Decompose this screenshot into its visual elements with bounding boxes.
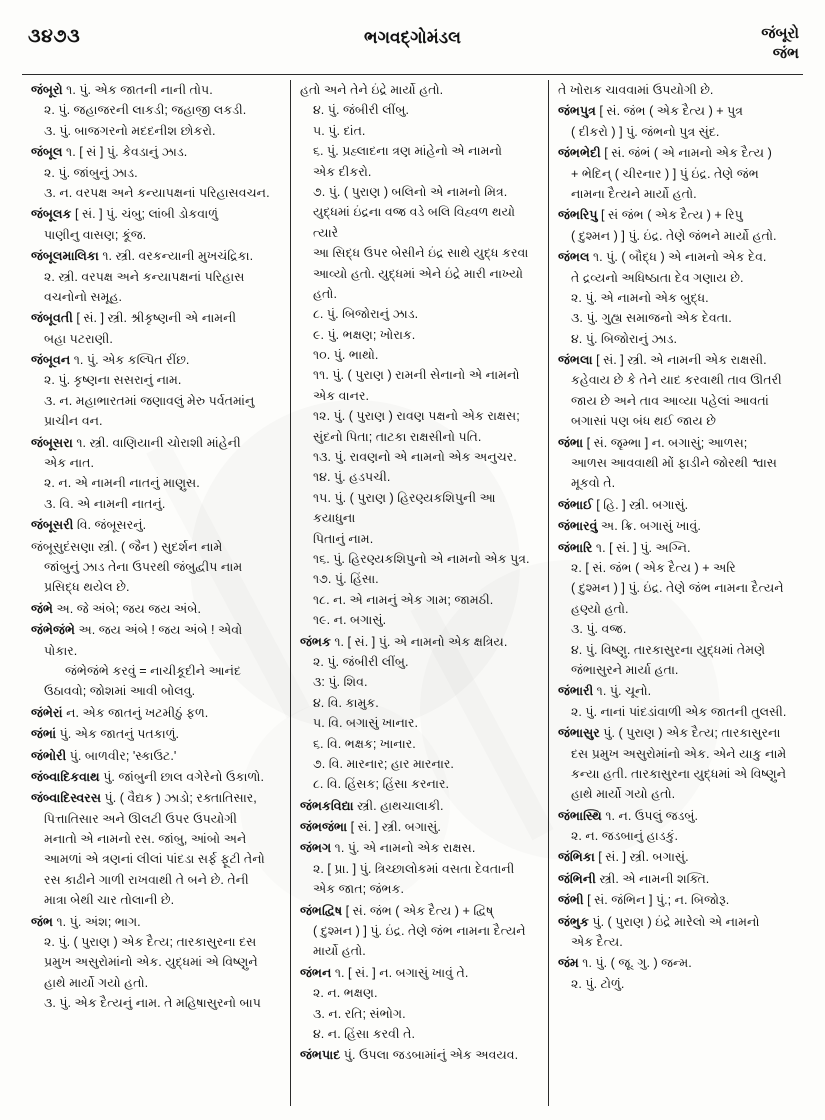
entry-sense-line: ૩. પું. બાજગરનો મદદનીશ છોકરો. xyxy=(44,123,216,138)
entry-sense-line: એક દૈત્ય. xyxy=(571,935,623,950)
entry-headline: જંભા [ સં. જૃમ્ભા ] ન. બગાસું; આળસ; xyxy=(558,435,748,450)
entry-sense-line: પ્રસિદ્ધ થયેલ છે. xyxy=(44,580,130,595)
entry-headline: જંભ ૧. પું. અંશ; ભાગ. xyxy=(31,914,141,929)
entry-headline: જંબૂલ ૧. [ સં ] પું. કેવડાનું ઝાડ. xyxy=(31,145,188,160)
entry-sense-line: ૩. ન. મહાભારતમાં જણાવલું મેરુ પર્વતમાંનુ xyxy=(44,393,255,408)
dictionary-entry xyxy=(31,142,281,203)
entry-sense-line: ૨. ન. એ નામની નાતનું માણુસ. xyxy=(44,476,200,491)
entry-headline: જંભાસ્થિ ૧. ન. ઉપલું જડબું. xyxy=(558,808,699,823)
entry-sense-line: ૮. વિ. હિંસક; હિંસા કરનાર. xyxy=(313,777,449,792)
dictionary-entry xyxy=(558,912,794,953)
entry-sense-line: ૧૦. પું. ભાથો. xyxy=(313,348,379,363)
dictionary-entry xyxy=(31,80,281,141)
entry-sense-line: ૭. પું. ( પુરાણ ) બલિનો એ નામનો મિત્ર. xyxy=(313,184,508,199)
entry-sense-line: આવ્યો હતો. યુદ્ધમાં એને ઇંદ્રે મારી નાખ્યો xyxy=(313,266,524,281)
dictionary-entry xyxy=(31,724,281,744)
entry-sense-line: ૪. પું. બિજોરાનું ઝાડ. xyxy=(571,331,677,346)
dictionary-entry xyxy=(300,632,539,795)
entry-headline: જંભેરાં ન. એક જાતનું ખટમીઠું ફળ. xyxy=(31,705,209,720)
headword: જંભરિપુ xyxy=(558,208,598,223)
entry-headline: જંબૂસુદંસણા સ્ત્રી. ( જૈન ) સુદર્શન નામે xyxy=(31,539,223,554)
dictionary-entry xyxy=(558,516,794,536)
entry-headline: જંભગ ૧. પું. એ નામનો એક રાક્ષસ. xyxy=(300,841,476,856)
entry-sense-line: ૧૪. પું. હડપચી. xyxy=(313,470,391,485)
dictionary-entry xyxy=(558,433,794,494)
entry-sense-line: માર્યો હતો. xyxy=(313,944,366,959)
entry-sense-line: ૩. ન. રતિ; સંભોગ. xyxy=(313,1006,406,1021)
dictionary-entry xyxy=(558,890,794,910)
entry-headline: જંબૂવન ૧. પું. એક કલ્પિત રીંછ. xyxy=(31,353,190,368)
dictionary-entry xyxy=(300,817,539,837)
dictionary-entry xyxy=(558,101,794,142)
headword: જંબૂલમાલિકા xyxy=(31,249,99,264)
entry-headline: જંભકવિદ્યા સ્ત્રી. હાથચાલાકી. xyxy=(300,798,444,813)
entry-headline: જંભાં પું. એક જાતનું પતકાળું. xyxy=(31,727,180,742)
entry-sense-line: માત્રા બેથી ચાર તોલાની છે. xyxy=(44,893,175,908)
entry-headline: જંભાસુર પું. ( પુરાણ ) એક દૈત્ય; તારકાસુરના xyxy=(558,726,781,741)
headword: જંભિની xyxy=(558,871,596,886)
entry-headline: જંબૂસરી વિ. જંબૂસરનું. xyxy=(31,518,147,533)
headword: જંભકવિદ્યા xyxy=(300,798,354,813)
entry-sense-line: ૧૬. પું. હિરણ્યકશિપુનો એ નામનો એક પુત્ર. xyxy=(313,551,530,566)
headword: જંભેરાં xyxy=(31,705,63,720)
entry-sense-line: ૩. પું. એક દૈત્યનું નામ. તે મહિષાસુરનો બાપ xyxy=(44,996,261,1011)
dictionary-entry xyxy=(31,788,281,910)
dictionary-entry xyxy=(300,901,539,962)
entry-sense-line: પ્રાચીન વન. xyxy=(44,414,103,429)
entry-sense-line: ( દીકરો ) ] પું. જંભનો પુત્ર સુંદ. xyxy=(571,124,720,139)
entry-sense-line: ૨. પું. જહાજરની લાકડી; જહાજી લકડી. xyxy=(44,103,247,118)
headword: જંભાં xyxy=(31,727,57,742)
entry-headline: જંભારિ ૧. [ સં. ] પું. અગ્નિ. xyxy=(558,540,691,555)
headword: જંભી xyxy=(558,893,584,908)
entry-sense-line: વચનોનો સમૂહ. xyxy=(44,289,123,304)
dictionary-entry xyxy=(558,205,794,246)
dictionary-entry xyxy=(31,703,281,723)
dictionary-entry xyxy=(558,869,794,889)
entry-sense-line: ૩. પું. વજ્ર. xyxy=(571,622,627,637)
entry-sense-line: ૨. [ સં. જંભ ( એક દૈત્ય ) + અરિ xyxy=(571,560,736,575)
headword: જંભલ xyxy=(558,250,590,265)
book-title: ભગવદ્ગોમંડલ xyxy=(364,28,461,47)
entry-sense-line: ૨. [ પ્રા. ] પું. ત્રિચ્છાલોકમાં વસતા દેવતાની xyxy=(313,861,515,876)
dictionary-entry xyxy=(558,495,794,515)
entry-sense-line: જંભેજંભે કરવું = નાચીકૂદીને આનંદ xyxy=(65,663,242,678)
headword: જંભાસ્થિ xyxy=(558,808,602,823)
dictionary-entry xyxy=(558,538,794,681)
entry-headline: જંભભેદી [ સં. જંભં ( એ નામનો એક દૈત્ય ) xyxy=(558,146,772,161)
entry-headline: જંભિકા [ સં. ] સ્ત્રી. બગાસું. xyxy=(558,850,689,865)
entry-headline: જંભાઈ [ હિ. ] સ્ત્રી. બગાસું. xyxy=(558,497,689,512)
dictionary-entry xyxy=(558,247,794,349)
entry-sense-line: હાથે માર્યો ગયો હતો. xyxy=(571,787,676,802)
entry-sense-line: ૨. પું. કૃષ્ણના સસરાનું નામ. xyxy=(44,373,182,388)
entry-sense-line: નામના દૈત્યને માર્યો હતો. xyxy=(571,186,697,201)
entry-headline: જંમ ૧. પું. ( જૂ. ગુ. ) જન્મ. xyxy=(558,956,692,971)
entry-sense-line: ૨. પું. જાંબુનું ઝાડ. xyxy=(44,165,138,180)
headword: જંભાસુર xyxy=(558,726,600,741)
entry-headline: હતો અને તેને ઇંદ્રે માર્યો હતો. xyxy=(300,83,444,97)
entry-sense-line: ૧૩. પું. રાવણનો એ નામનો એક અનુચર. xyxy=(313,450,517,465)
headword: જંબૂરો xyxy=(31,83,63,97)
entry-sense-line: ૬. પું. પ્રહ્લાદના ત્રણ માંહેનો એ નામનો xyxy=(313,144,503,159)
headword: જંભુક xyxy=(558,914,589,929)
dictionary-entry xyxy=(558,847,794,867)
entry-headline: જંભપુત્ર [ સં. જંભ ( એક દૈત્ય ) + પુત્ર xyxy=(558,104,744,119)
headword: જંમ xyxy=(558,956,579,971)
dictionary-entry xyxy=(300,838,539,899)
column-container xyxy=(22,80,803,1106)
entry-sense-line: બહા પટરાણી. xyxy=(44,331,113,346)
dictionary-entry xyxy=(31,912,281,1014)
guide-words xyxy=(761,24,799,65)
continued-entry xyxy=(558,80,794,100)
entry-sense-line: ૩. પું. ગુહ્ય સમાજનો એક દેવતા. xyxy=(571,311,732,326)
dictionary-entry xyxy=(300,796,539,816)
entry-sense-line: ૧૨. પું. ( પુરાણ ) રાવણ પક્ષનો એક રાક્ષસ; xyxy=(313,409,520,424)
text-column-2 xyxy=(290,80,548,1106)
entry-headline: જંબ્વાદિકવાથ પું. જાંબુની છાલ વગેરેનો ઉકાળો. xyxy=(31,769,264,784)
entry-sense-line: ૪. વિ. કામુક. xyxy=(313,695,379,710)
entry-sense-line: ૨. પું. એ નામનો એક બુદ્ધ. xyxy=(571,290,709,305)
entry-headline: જંબ્વાદિસ્વરસ પું. ( વૈદ્યક ) ઝાડો; રક્તાતિસાર, xyxy=(31,791,257,806)
entry-sense-line: રસ કાઢીને ગાળી રાખવાથી તે બને છે. તેની xyxy=(44,872,249,887)
dictionary-entry xyxy=(31,767,281,787)
entry-headline: જંભારવું અ. ક્રિ. બગાસું ખાવું. xyxy=(558,519,701,534)
entry-sense-line: ઉઠાવવો; જોશમાં આવી બોલવુ. xyxy=(44,684,196,699)
headword: જંબ્વાદિસ્વરસ xyxy=(31,791,102,806)
entry-sense-line: ૧૭. પું. હિંસા. xyxy=(313,572,379,587)
entry-sense-line: ૫. પું. દાંત. xyxy=(313,123,366,138)
entry-sense-line: ૧૮. ન. એ નામનું એક ગામ; જામઠી. xyxy=(313,592,494,607)
entry-sense-line: કન્યા હતી. તારકાસુરના યુદ્ધમાં એ વિષ્ણુને xyxy=(571,766,787,781)
entry-headline: જંબૂલક [ સં. ] પું. ચંબુ; લાંબી ડોકવાળું xyxy=(31,207,219,222)
headword: જંબૂવતી xyxy=(31,311,73,326)
entry-sense-line: ૨. ન. જડબાનું હાડકું. xyxy=(571,829,679,844)
headword: જંભભેદી xyxy=(558,146,601,161)
entry-sense-line: હણ્યો હતો. xyxy=(571,601,629,616)
entry-headline: જંભોરી પું. બાળવીર; 'સ્કાઉટ.' xyxy=(31,748,177,763)
entry-sense-line: જાય છે અને તાવ આવ્યા પહેલાં આવતાં xyxy=(571,393,769,408)
entry-headline: જંભે અ. જે અંબે; જય જય અંબે. xyxy=(31,601,201,616)
entry-sense-line: ૩: પું. શિવ. xyxy=(313,675,368,690)
entry-sense-line: ૪. ન. હિંસા કરવી તે. xyxy=(313,1026,415,1041)
header-rule xyxy=(22,74,803,75)
entry-sense-line: ( દુશ્મન ) ] પું. ઇંદ્ર. તેણે જંભ નામના દૈત્યને xyxy=(571,581,784,596)
headword: જંબૂલક xyxy=(31,207,72,222)
headword: જંભન xyxy=(300,965,332,980)
headword: જંભારી xyxy=(558,684,594,699)
entry-sense-line: આ સિદ્ધ ઉપર બેસીને ઇંદ્ર સાથે યુદ્ધ કરવા xyxy=(313,246,529,261)
entry-sense-line: પાણીનુ વાસણ; કૂંજ. xyxy=(44,227,147,242)
entry-sense-line: જંભાસુરને માર્યા હતા. xyxy=(571,662,679,677)
entry-sense-line: યુદ્ધમાં ઇંદ્રના વજ્ર વડે બલિ વિહ્વળ થયો ત્યારે xyxy=(313,205,516,240)
headword: જંબ્વાદિકવાથ xyxy=(31,769,100,784)
guide-word-last: જંભ xyxy=(772,45,799,63)
headword: જંભાઈ xyxy=(558,497,593,512)
entry-headline: જંભક ૧. [ સં. ] પું. એ નામનો એક ક્ષત્રિય. xyxy=(300,634,508,649)
dictionary-entry xyxy=(31,246,281,307)
entry-sense-line: પ્રમુખ અસુરોમાંનો એક. યુદ્ધમાં એ વિષ્ણુને xyxy=(44,955,258,970)
dictionary-entry xyxy=(558,143,794,204)
entry-sense-line: જાંબુનું ઝાડ તેના ઉપરથી જંબુદ્વીપ નામ xyxy=(44,559,243,574)
entry-sense-line: + ભેદિન્ ( ચીરનાર ) ] પું ઇંદ્ર. તેણે જંભ xyxy=(571,166,759,181)
headword: જંભપુત્ર xyxy=(558,104,596,119)
entry-sense-line: એક વાનર. xyxy=(313,388,370,403)
entry-sense-line: ૪. પું. જંબીરી લીંબુ. xyxy=(313,103,409,118)
headword: જંભેજંભે xyxy=(31,623,75,638)
entry-headline: જંભુક પું. ( પુરાણ ) ઇંદ્રે મારેલો એ નામનો xyxy=(558,914,760,929)
headword: જંભિકા xyxy=(558,850,595,865)
entry-headline: જંભી [ સં. જંભિન ] પું.; ન. બિજોરૂ. xyxy=(558,893,730,908)
entry-sense-line: આળસ આવવાથી મોં ફાડીને જોરથી શ્વાસ xyxy=(571,456,778,471)
headword: જંભારવું xyxy=(558,519,598,534)
dictionary-entry xyxy=(31,433,281,515)
entry-sense-line: ૫. વિ. બગાસું ખાનાર. xyxy=(313,716,418,731)
dictionary-entry xyxy=(31,515,281,535)
entry-sense-line: ૧૯. ન. બગાસું. xyxy=(313,613,387,628)
entry-headline: જંભલ ૧. પું. ( બૌદ્ધ ) એ નામનો એક દેવ. xyxy=(558,250,767,265)
entry-sense-line: મૂકવો તે. xyxy=(571,476,616,491)
headword: જંભ xyxy=(31,914,53,929)
entry-sense-line: ( દુશ્મન ) ] પું. ઇંદ્ર. તેણે જંભ નામના દૈત્યને xyxy=(313,924,526,939)
entry-sense-line: એક નાત. xyxy=(44,456,94,471)
entry-sense-line: ૨. સ્ત્રી. વરપક્ષ અને કન્યાપક્ષનાં પરિહાસ xyxy=(44,269,245,284)
entry-sense-line: ૬. વિ. ભક્ષક; ખાનાર. xyxy=(313,736,416,751)
entry-sense-line: હાથે માર્યો ગયો હતો. xyxy=(44,975,149,990)
entry-sense-line: ૩. વિ. એ નામની નાતનું. xyxy=(44,496,166,511)
headword: જંભપાદ xyxy=(300,1048,341,1063)
headword: જંભોરી xyxy=(31,748,67,763)
entry-sense-line: ૨. પું. નાનાં પાંદડાંવાળી એક જાતની તુલસી. xyxy=(571,704,787,719)
entry-sense-line: ૩. ન. વરપક્ષ અને કન્યાપક્ષનાં પરિહાસવચન. xyxy=(44,185,270,200)
entry-sense-line: ૨. પું. ટોળું. xyxy=(571,976,625,991)
dictionary-entry xyxy=(558,806,794,847)
entry-sense-line: પિત્તાતિસાર અને ઊલટી ઉપર ઉપયોગી xyxy=(44,811,238,826)
entry-sense-line: ૮. પું. બિજોરાનું ઝાડ. xyxy=(313,307,419,322)
headword: જંભા xyxy=(558,435,584,450)
dictionary-entry xyxy=(31,204,281,245)
dictionary-entry xyxy=(31,350,281,432)
entry-sense-line: આમળાં એ ત્રણનાં લીલાં પાંદડા સર્ફ ફૂટી તેનો xyxy=(44,852,265,867)
entry-sense-line: સુંદનો પિતા; તાટકા રાક્ષસીનો પતિ. xyxy=(313,429,482,444)
dictionary-entry xyxy=(300,963,539,1045)
entry-sense-line: ૧૫. પું. ( પુરાણ ) હિરણ્યકશિપુની આ કયાધુના xyxy=(313,490,496,526)
entry-sense-line: ૨. પું. ( પુરાણ ) એક દૈત્ય; તારકાસુરના દસ xyxy=(44,935,257,950)
headword: જંબૂલ xyxy=(31,145,63,160)
dictionary-entry xyxy=(558,681,794,722)
headword: જંભક xyxy=(300,634,331,649)
entry-headline: જંભન ૧. [ સં. ] ન. બગાસું ખાવું તે. xyxy=(300,965,469,980)
entry-sense-line: ૪. પું. વિષ્ણુ. તારકાસુરના યુદ્ધમાં તેમણે xyxy=(571,642,766,657)
entry-sense-line: હતો. xyxy=(313,286,337,301)
dictionary-entry xyxy=(31,620,281,702)
entry-headline: જંભલા [ સં. ] સ્ત્રી. એ નામની એક રાક્ષસી. xyxy=(558,353,767,368)
entry-sense-line: દસ પ્રમુખ અસુરોમાંનો એક. એને યાકુ નામે xyxy=(571,746,787,761)
entry-sense-line: ૭. વિ. મારનાર; હાર મારનાર. xyxy=(313,756,454,771)
dictionary-entry xyxy=(31,599,281,619)
entry-sense-line: ૨. ન. ભક્ષણ. xyxy=(313,986,378,1001)
entry-headline: જંભદ્વિષ [ સં. જંભ ( એક દૈત્ય ) + દ્વિષ્ xyxy=(300,903,494,918)
headword: જંબૂસરા xyxy=(31,435,73,450)
entry-sense-line: મનાતો એ નામનો રસ. જાંબુ, આંબો અને xyxy=(44,832,247,847)
headword: જંભે xyxy=(31,601,53,616)
entry-sense-line: કહેવાય છે કે તેને યાદ કરવાથી તાવ ઊતરી xyxy=(571,373,782,388)
folio-number: ૩૪૭૩ xyxy=(28,26,81,47)
dictionary-entry xyxy=(558,723,794,805)
entry-sense-line: ( દુશ્મન ) ] પું. ઇંદ્ર. તેણે જંભને માર્યો હતો. xyxy=(571,228,777,243)
dictionary-entry xyxy=(31,537,281,598)
entry-sense-line: તે દ્રવ્યનો અધિષ્ઠાતા દેવ ગણાય છે. xyxy=(571,270,744,285)
page-header xyxy=(0,26,825,78)
entry-sense-line: બગાસાં પણ બંધ થઈ જાય છે xyxy=(571,414,716,429)
entry-sense-line: ૨. પું. જંબીરી લીંબુ. xyxy=(313,654,409,669)
entry-headline: જંભિની સ્ત્રી. એ નામની શક્તિ. xyxy=(558,871,710,886)
entry-headline: જંબૂસરા ૧. સ્ત્રી. વાણિયાની ચોરાશી માંહેની xyxy=(31,435,241,450)
dictionary-entry xyxy=(300,1045,539,1065)
text-column-1 xyxy=(22,80,290,1106)
entry-headline: જંભરિપુ [ સં જંભ ( એક દૈત્ય ) + રિપુ xyxy=(558,208,743,223)
entry-sense-line: પિતાનું નામ. xyxy=(313,531,374,546)
entry-headline: જંબૂલમાલિકા ૧. સ્ત્રી. વરકન્યાની મુખચંદ્રિકા. xyxy=(31,249,254,264)
headword: જંભલા xyxy=(558,353,593,368)
entry-headline: જંભારી ૧. પું. ચૂનો. xyxy=(558,684,652,699)
headword: જંભગ xyxy=(300,841,332,856)
headword: જંભજંભા xyxy=(300,820,348,835)
dictionary-entry xyxy=(558,350,794,432)
entry-headline: જંબૂરો ૧. પું. એક જાતની નાની તોપ. xyxy=(31,83,213,97)
continued-entry xyxy=(300,80,539,631)
entry-sense-line: એક દીકરો. xyxy=(313,164,372,179)
guide-word-first: જંબૂરો xyxy=(761,25,799,42)
entry-headline: તે ખોરાક ચાવવામાં ઉપયોગી છે. xyxy=(558,83,714,97)
entry-sense-line: એક જાત; જંભક. xyxy=(313,882,404,897)
entry-sense-line: ૧૧. પું. ( પુરાણ ) રામની સેનાનો એ નામનો xyxy=(313,368,520,383)
dictionary-entry xyxy=(31,308,281,349)
entry-headline: જંભેજંભે અ. જય અંબે ! જય અંબે ! એવો xyxy=(31,623,243,638)
headword: જંબૂસરી xyxy=(31,518,74,533)
entry-sense-line: ૯. પું. ભક્ષણ; ખોરાક. xyxy=(313,327,416,342)
dictionary-entry xyxy=(558,953,794,994)
text-column-3 xyxy=(548,80,803,1106)
entry-sense-line: પોકાર. xyxy=(44,643,78,658)
headword: જંભારિ xyxy=(558,540,593,555)
entry-headline: જંભપાદ પું. ઉપલા જડબામાંનું એક અવયવ. xyxy=(300,1048,519,1063)
entry-headline: જંબૂવતી [ સં. ] સ્ત્રી. શ્રીકૃષ્ણની એ નામની xyxy=(31,311,237,326)
dictionary-entry xyxy=(31,746,281,766)
entry-headline: જંભજંભા [ સં. ] સ્ત્રી. બગાસું. xyxy=(300,820,441,835)
headword: જંબૂવન xyxy=(31,353,71,368)
headword: જંભદ્વિષ xyxy=(300,903,343,918)
